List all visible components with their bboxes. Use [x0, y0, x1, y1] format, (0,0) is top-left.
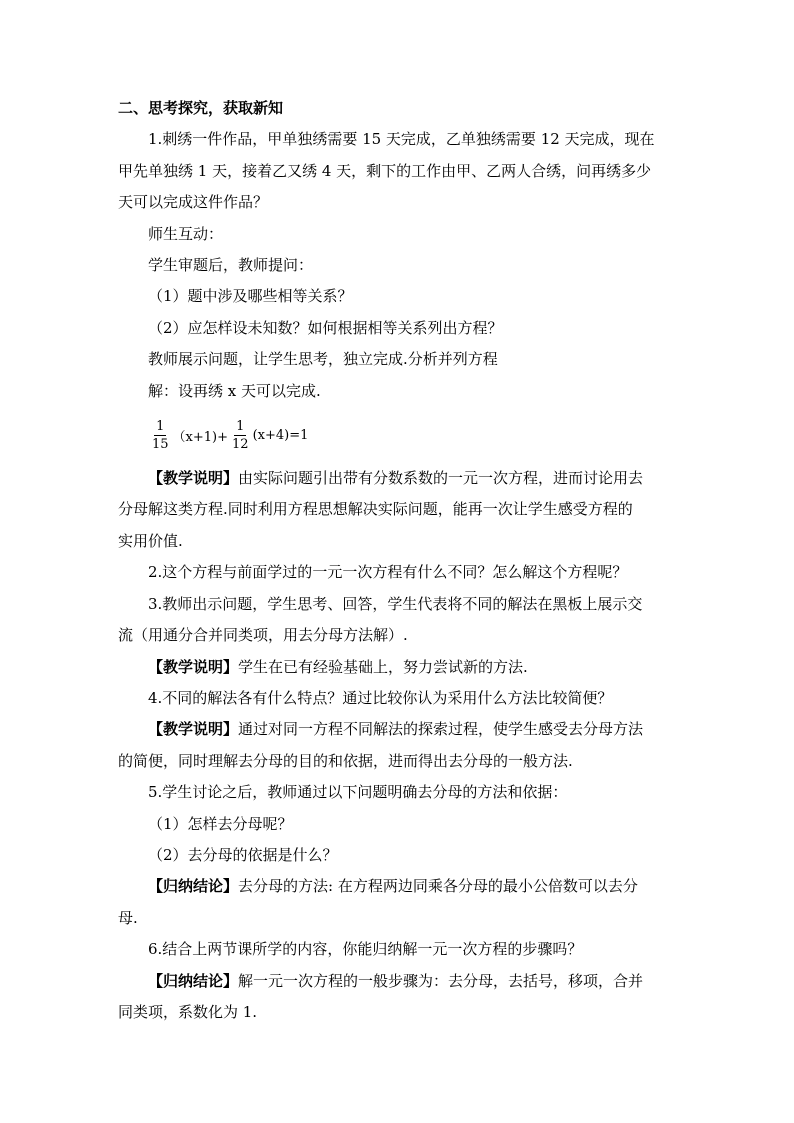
fraction-numerator: 1 [156, 418, 165, 434]
teaching-note-2 [118, 652, 684, 683]
fraction-denominator: 15 [152, 436, 169, 452]
interaction-intro: 学生审题后，教师提问： [148, 256, 314, 275]
teacher-show: 教师展示问题，让学生思考，独立完成.分析并列方程 [148, 350, 498, 369]
teaching-note-1 [118, 463, 684, 494]
conclusion-1 [118, 871, 684, 902]
conclusion-tag: 【归纳结论】 [148, 877, 239, 896]
fraction-1-15 [150, 419, 171, 452]
item-2: 2.这个方程与前面学过的一元一次方程有什么不同？怎么解这个方程呢？ [148, 563, 628, 582]
equation-term-2: (x+4)=1 [252, 427, 309, 443]
problem1-line2: 甲先单独绣 1 天，接着乙又绣 4 天，剩下的工作由甲、乙两人合绣，问再绣多少 [118, 161, 652, 180]
item-5-question-1: （1）怎样去分母呢？ [148, 814, 293, 833]
item-6: 6.结合上两节课所学的内容，你能归纳解一元一次方程的步骤吗？ [148, 940, 583, 959]
problem1-line3: 天可以完成这件作品？ [118, 193, 269, 212]
note-text: 通过对同一方程不同解法的探索过程，使学生感受去分母方法 [238, 720, 644, 739]
teaching-note-1-line2: 分母解这类方程.同时利用方程思想解决实际问题，能再一次让学生感受方程的 [118, 500, 633, 519]
note-tag: 【教学说明】 [148, 720, 239, 739]
item-5-question-2: （2）去分母的依据是什么？ [148, 845, 338, 864]
solution-statement: 解：设再绣 x 天可以完成. [148, 381, 321, 400]
item-4: 4.不同的解法各有什么特点？通过比较你认为采用什么方法比较简便？ [148, 688, 613, 707]
problem1-line1: 1.刺绣一件作品，甲单独绣需要 15 天完成，乙单独绣需要 12 天完成，现在 [148, 130, 655, 149]
conclusion-1-line2: 母. [118, 908, 138, 927]
conclusion-2 [118, 966, 684, 997]
equation [118, 409, 684, 461]
teaching-note-3 [118, 714, 684, 745]
conclusion-2-line2: 同类项，系数化为 1. [118, 1002, 258, 1021]
conclusion-text: 去分母的方法: 在方程两边同乘各分母的最小公倍数可以去分 [238, 877, 638, 896]
conclusion-tag: 【归纳结论】 [148, 971, 239, 990]
item-5: 5.学生讨论之后，教师通过以下问题明确去分母的方法和依据： [148, 783, 568, 802]
equation-term-1: （x+1)+ [172, 429, 229, 445]
document-page [118, 93, 684, 1028]
note-tag: 【教学说明】 [148, 469, 239, 488]
teaching-note-3-line2: 的简便，同时理解去分母的目的和依据，进而得出去分母的一般方法. [118, 751, 573, 770]
note-text: 学生在已有经验基础上，努力尝试新的方法. [238, 657, 528, 676]
fraction-1-12 [230, 419, 251, 452]
item-3-line2: 流（用通分合并同类项，用去分母方法解）. [118, 626, 408, 645]
fraction-denominator: 12 [232, 436, 249, 452]
section-heading: 二、思考探究，获取新知 [118, 99, 284, 117]
note-tag: 【教学说明】 [148, 657, 239, 676]
question-1: （1）题中涉及哪些相等关系？ [148, 287, 353, 306]
note-text: 由实际问题引出带有分数系数的一元一次方程，进而讨论用去 [238, 469, 644, 488]
question-2: （2）应怎样设未知数？如何根据相等关系列出方程？ [148, 318, 503, 337]
interaction-title: 师生互动： [148, 224, 224, 243]
fraction-numerator: 1 [236, 418, 245, 434]
conclusion-text: 解一元一次方程的一般步骤为：去分母，去括号，移项，合并 [238, 971, 644, 990]
item-3-line1: 3.教师出示问题，学生思考、回答，学生代表将不同的解法在黑板上展示交 [148, 594, 643, 613]
teaching-note-1-line3: 实用价值. [118, 531, 183, 550]
